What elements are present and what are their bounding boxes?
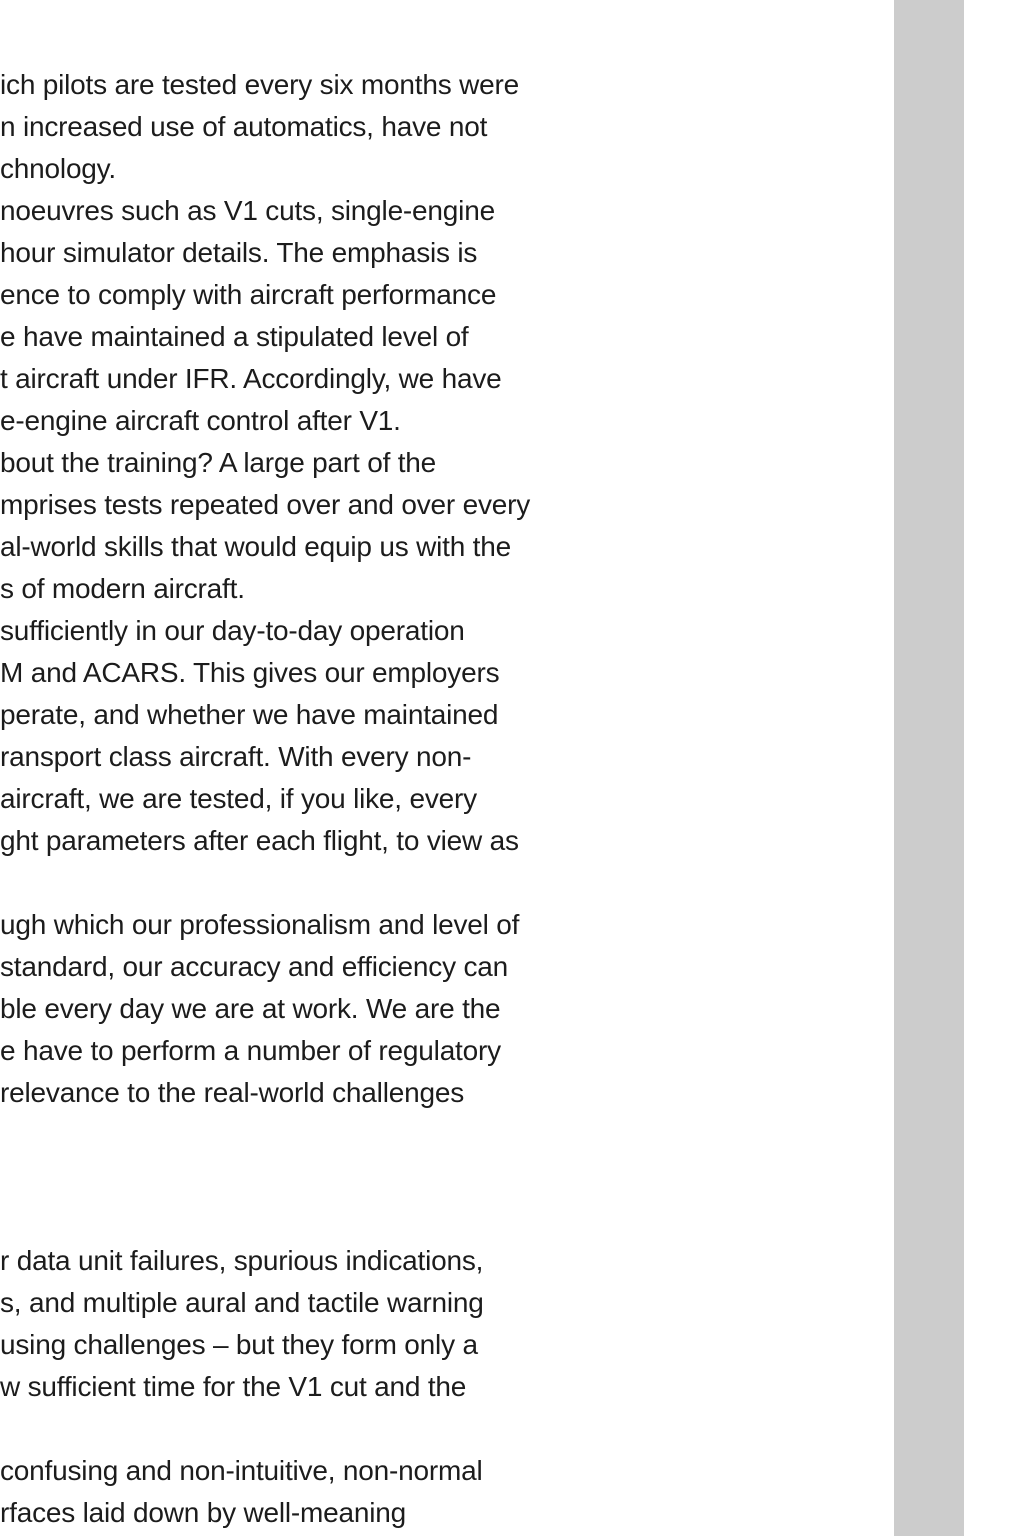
text-line: standard, our accuracy and efficiency can — [0, 951, 509, 982]
text-line: ght parameters after each flight, to view as — [0, 825, 519, 856]
text-line: confusing and non-intuitive, non-normal — [0, 1455, 483, 1486]
text-line: rfaces laid down by well-meaning — [0, 1497, 407, 1528]
paragraph-block-1 — [0, 64, 600, 862]
text-line: s, and multiple aural and tactile warning — [0, 1287, 484, 1318]
text-line: aircraft, we are tested, if you like, every — [0, 783, 477, 814]
text-line: using challenges – but they form only a — [0, 1329, 478, 1360]
text-line: noeuvres such as V1 cuts, single-engine — [0, 195, 495, 226]
text-line: chnology. — [0, 153, 116, 184]
page-side-margin-bar — [894, 0, 964, 1536]
paragraph-gap — [0, 1408, 600, 1450]
text-line: s of modern aircraft. — [0, 573, 245, 604]
text-line: w sufficient time for the V1 cut and the — [0, 1371, 467, 1402]
text-line: hour simulator details. The emphasis is — [0, 237, 478, 268]
body-text-column — [0, 64, 600, 1534]
text-line: n increased use of automatics, have not — [0, 111, 488, 142]
text-line: t aircraft under IFR. Accordingly, we have — [0, 363, 502, 394]
paragraph-block-3 — [0, 1240, 600, 1408]
text-line: relevance to the real-world challenges — [0, 1077, 464, 1108]
text-line: al-world skills that would equip us with the — [0, 531, 512, 562]
text-line: ransport class aircraft. With every non- — [0, 741, 472, 772]
text-line: sufficiently in our day-to-day operation — [0, 615, 465, 646]
text-line: ugh which our professionalism and level of — [0, 909, 520, 940]
text-line: bout the training? A large part of the — [0, 447, 437, 478]
text-line: ence to comply with aircraft performance — [0, 279, 497, 310]
text-line: e have maintained a stipulated level of — [0, 321, 469, 352]
text-line: M and ACARS. This gives our employers — [0, 657, 500, 688]
text-line: r data unit failures, spurious indications, — [0, 1245, 484, 1276]
text-line: mprises tests repeated over and over every — [0, 489, 531, 520]
text-line: perate, and whether we have maintained — [0, 699, 499, 730]
section-gap — [0, 1114, 600, 1240]
text-line: e-engine aircraft control after V1. — [0, 405, 401, 436]
paragraph-block-2 — [0, 904, 600, 1114]
text-line: ich pilots are tested every six months were — [0, 69, 519, 100]
paragraph-gap — [0, 862, 600, 904]
text-line: e have to perform a number of regulatory — [0, 1035, 501, 1066]
text-line: ble every day we are at work. We are the — [0, 993, 501, 1024]
paragraph-block-4 — [0, 1450, 600, 1534]
